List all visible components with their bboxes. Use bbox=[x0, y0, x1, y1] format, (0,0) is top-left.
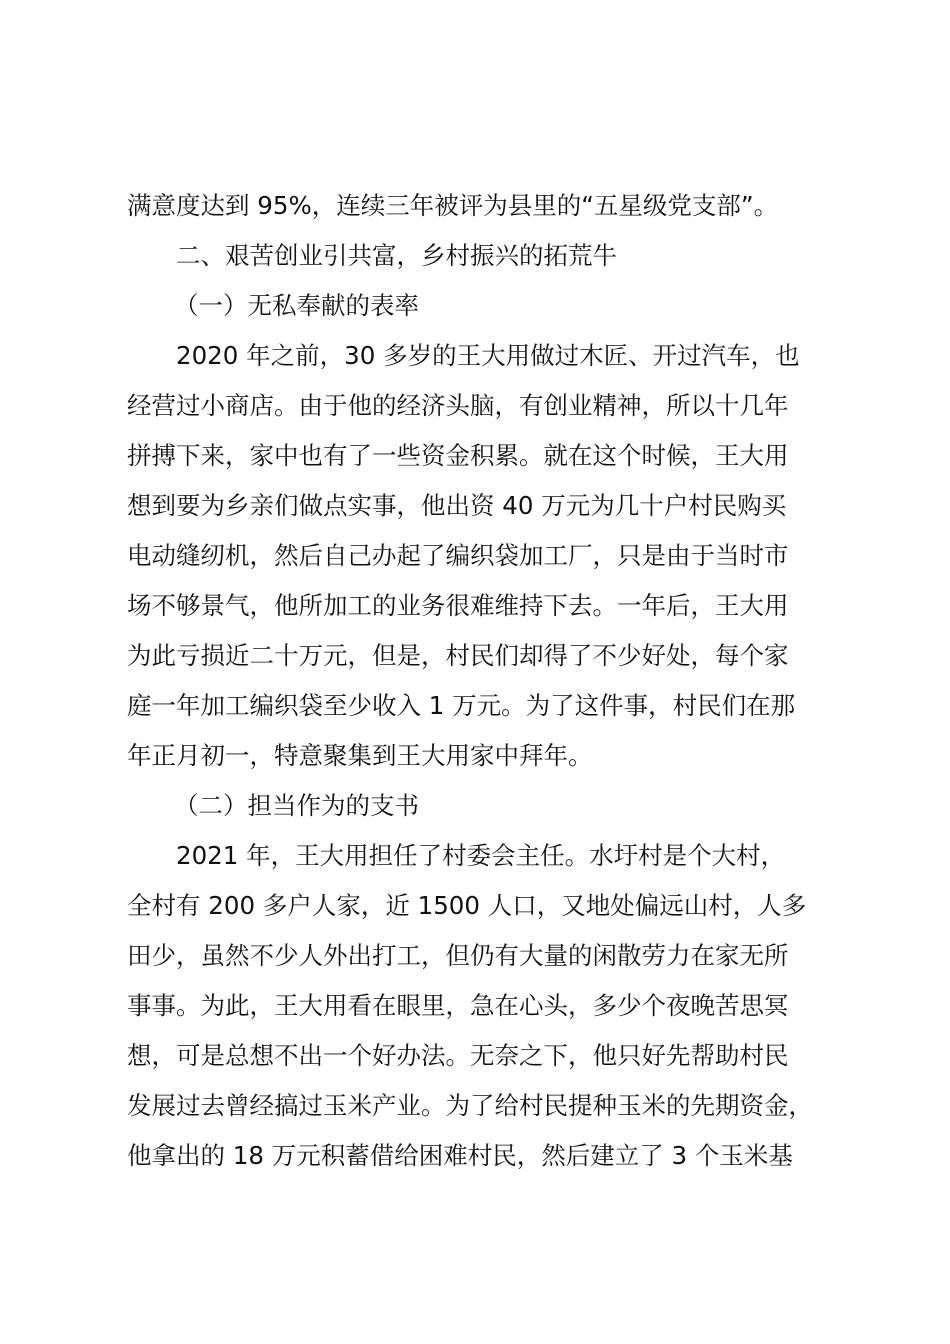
paragraph-line: 他拿出的 18 万元积蓄借给困难村民，然后建立了 3 个玉米基 bbox=[127, 1141, 793, 1170]
paragraph-line: 田少，虽然不少人外出打工，但仍有大量的闲散劳力在家无所 bbox=[127, 941, 789, 970]
paragraph-line: 发展过去曾经搞过玉米产业。为了给村民提种玉米的先期资金， bbox=[127, 1091, 813, 1120]
paragraph-line: 满意度达到 95%，连续三年被评为县里的“五星级党支部”。 bbox=[127, 191, 779, 220]
paragraph-line: 想，可是总想不出一个好办法。无奈之下，他只好先帮助村民 bbox=[127, 1041, 789, 1070]
subsection-heading: （二）担当作为的支书 bbox=[174, 791, 419, 820]
paragraph-line: 想到要为乡亲们做点实事，他出资 40 万元为几十户村民购买 bbox=[127, 491, 787, 520]
paragraph-line: 场不够景气，他所加工的业务很难维持下去。一年后，王大用 bbox=[127, 591, 789, 620]
paragraph-line: 经营过小商店。由于他的经济头脑，有创业精神，所以十几年 bbox=[127, 391, 789, 420]
paragraph-line: 事事。为此，王大用看在眼里，急在心头，多少个夜晚苦思冥 bbox=[127, 991, 789, 1020]
paragraph-line: 电动缝纫机，然后自己办起了编织袋加工厂，只是由于当时市 bbox=[127, 541, 789, 570]
paragraph-line: 庭一年加工编织袋至少收入 1 万元。为了这件事，村民们在那 bbox=[127, 691, 796, 720]
section-heading: 二、艰苦创业引共富，乡村振兴的拓荒牛 bbox=[176, 241, 617, 270]
paragraph-line: 2020 年之前，30 多岁的王大用做过木匠、开过汽车，也 bbox=[176, 341, 800, 370]
paragraph-line: 全村有 200 多户人家，近 1500 人口，又地处偏远山村，人多 bbox=[127, 891, 807, 920]
paragraph-line: 年正月初一，特意聚集到王大用家中拜年。 bbox=[127, 741, 593, 770]
paragraph-line: 2021 年，王大用担任了村委会主任。水圩村是个大村， bbox=[176, 841, 786, 870]
paragraph-line: 拼搏下来，家中也有了一些资金积累。就在这个时候，王大用 bbox=[127, 441, 789, 470]
paragraph-line: 为此亏损近二十万元，但是，村民们却得了不少好处，每个家 bbox=[127, 641, 789, 670]
subsection-heading: （一）无私奉献的表率 bbox=[174, 291, 419, 320]
document-body bbox=[127, 181, 852, 1181]
